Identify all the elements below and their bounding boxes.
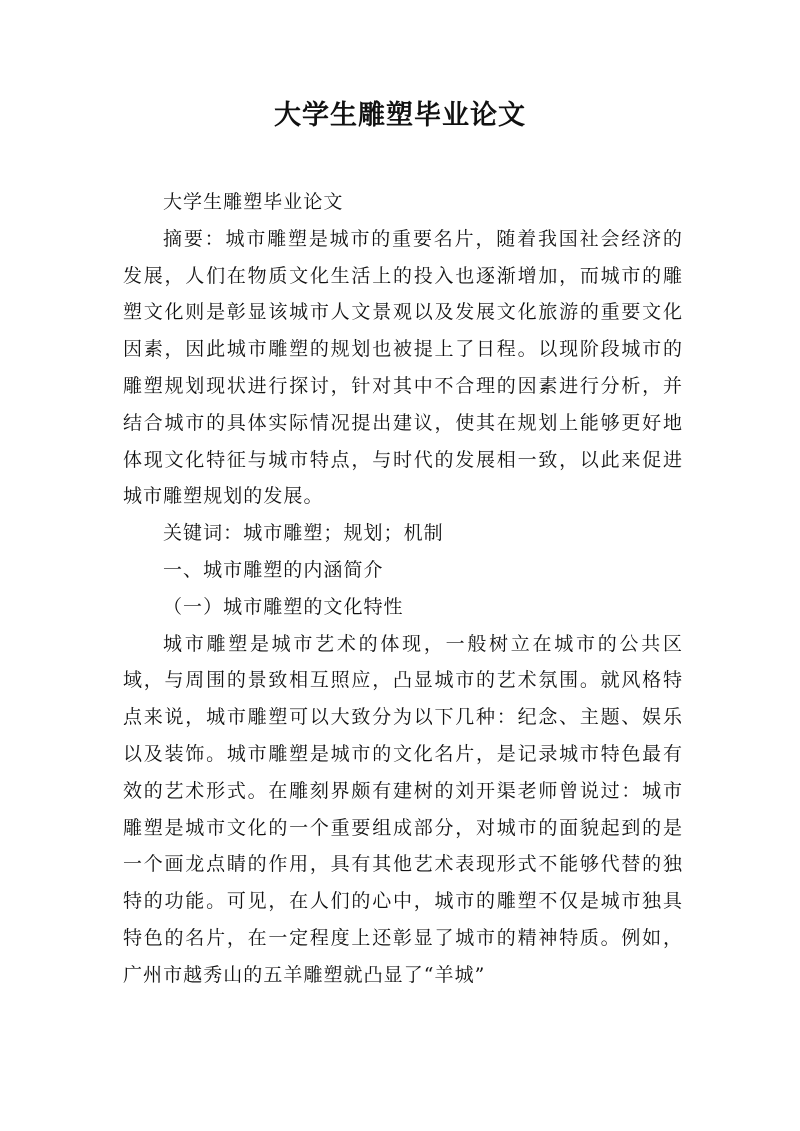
document-body — [123, 184, 683, 994]
paragraph-keywords: 关键词：城市雕塑；规划；机制 — [163, 522, 444, 545]
paragraph-heading-repeat: 大学生雕塑毕业论文 — [163, 191, 344, 213]
paragraph-body: 城市雕塑是城市艺术的体现，一般树立在城市的公共区域，与周围的景致相互照应，凸显城市的艺术氛围。就风格特点来说，城市雕塑可以大致分为以下几种：纪念、主题、娱乐以及装饰。城市雕塑是城市的文化名片，是记录城市特色最有效的艺术形式。在雕刻界颇有建树的刘开渠老师曾说过：城市雕塑是城市文化的一个重要组成部分，对城市的面貌起到的是一个画龙点睛的作用，具有其他艺术表现形式不能够代替的独特的功能。可见，在人们的心中，城市的雕塑不仅是城市独具特色的名片，在一定程度上还彰显了城市的精神特质。例如，广州市越秀山的五羊雕塑就凸显了“羊城” — [123, 632, 683, 986]
subsection-heading: （一）城市雕塑的文化特性 — [163, 595, 404, 618]
document-title: 大学生雕塑毕业论文 — [274, 100, 526, 131]
paragraph-abstract: 摘要：城市雕塑是城市的重要名片，随着我国社会经济的发展，人们在物质文化生活上的投入也逐渐增加，而城市的雕塑文化则是彰显该城市人文景观以及发展文化旅游的重要文化因素，因此城市雕塑的规划也被提上了日程。以现阶段城市的雕塑规划现状进行探讨，针对其中不合理的因素进行分析，并结合城市的具体实际情况提出建议，使其在规划上能够更好地体现文化特征与城市特点，与时代的发展相一致，以此来促进城市雕塑规划的发展。 — [123, 227, 683, 508]
section-heading: 一、城市雕塑的内涵简介 — [163, 558, 384, 581]
